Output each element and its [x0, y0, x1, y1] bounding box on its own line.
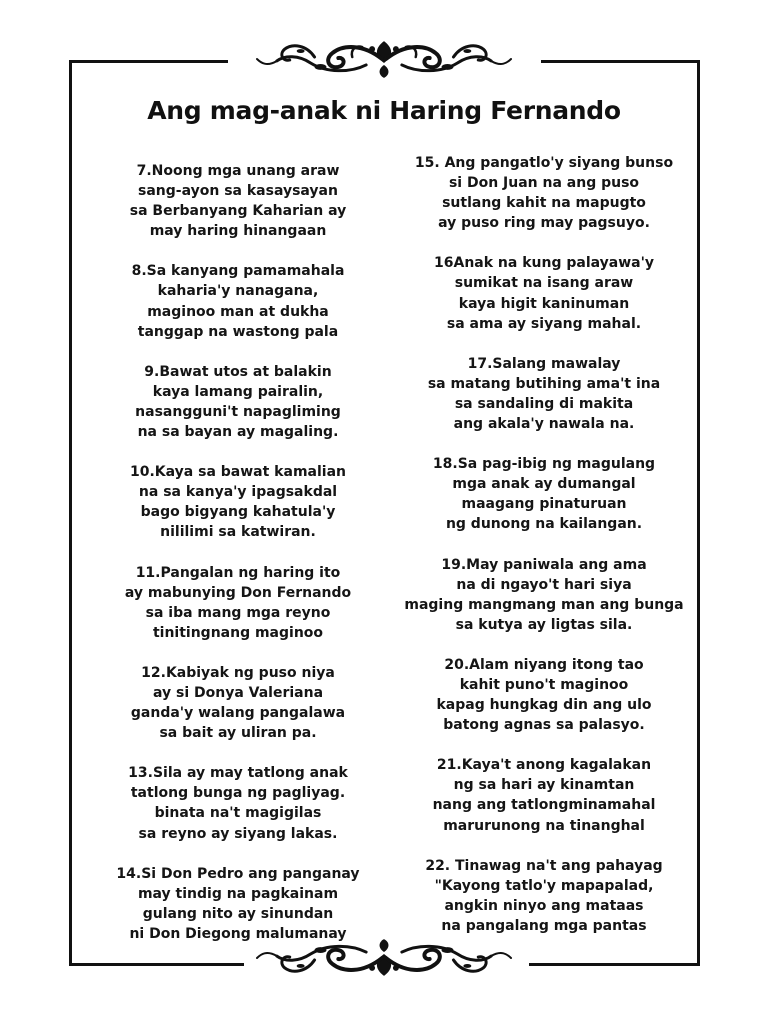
verse-line: kaharia'y nanagana,: [157, 283, 319, 300]
stanza-21: [396, 755, 692, 835]
stanza-15: [396, 153, 692, 233]
frame-left: [69, 60, 72, 966]
verse-line: maagang pinaturuan: [461, 496, 627, 513]
verse-line: ay puso ring may pagsuyo.: [438, 215, 650, 232]
verse-line: 8.Sa kanyang pamamahala: [131, 263, 345, 280]
verse-line: angkin ninyo ang mataas: [444, 897, 644, 914]
stanza-22: [396, 856, 692, 936]
verse-line: kapag hungkag din ang ulo: [436, 697, 652, 714]
page-title: Ang mag-anak ni Haring Fernando: [147, 96, 621, 125]
poem-column-right: [396, 153, 692, 956]
verse-line: kahit puno't maginoo: [459, 676, 629, 693]
verse-line: ay mabunying Don Fernando: [124, 584, 352, 601]
verse-line: 12.Kabiyak ng puso niya: [141, 664, 335, 681]
verse-line: ay si Donya Valeriana: [152, 684, 324, 701]
frame-right: [697, 60, 700, 966]
verse-line: 18.Sa pag-ibig ng magulang: [432, 456, 656, 473]
stanza-8: [78, 261, 398, 341]
verse-line: marurunong na tinanghal: [443, 817, 645, 834]
verse-line: 21.Kaya't anong kagalakan: [436, 757, 652, 774]
verse-line: sa kutya ay ligtas sila.: [455, 616, 633, 633]
verse-line: sa sandaling di makita: [454, 395, 634, 412]
verse-line: tinitingnang maginoo: [152, 624, 324, 641]
verse-line: ang akala'y nawala na.: [453, 416, 635, 433]
verse-line: na pangalang mga pantas: [441, 917, 647, 934]
verse-line: sa iba mang mga reyno: [145, 604, 331, 621]
verse-line: 17.Salang mawalay: [467, 355, 621, 372]
verse-line: 16Anak na kung palayawa'y: [434, 255, 654, 272]
flourish-ornament-icon: [255, 938, 513, 980]
verse-line: sumikat na isang araw: [454, 275, 634, 292]
verse-line: ng dunong na kailangan.: [445, 516, 643, 533]
verse-line: si Don Juan na ang puso: [448, 175, 640, 192]
verse-line: 14.Si Don Pedro ang panganay: [116, 865, 360, 882]
poem-column-left: [78, 161, 398, 964]
verse-line: 19.May paniwala ang ama: [441, 556, 647, 573]
verse-line: sa reyno ay siyang lakas.: [138, 825, 338, 842]
verse-line: sa ama ay siyang mahal.: [446, 315, 642, 332]
stanza-13: [78, 763, 398, 843]
verse-line: 11.Pangalan ng haring ito: [135, 564, 341, 581]
verse-line: may tindig na pagkainam: [137, 885, 339, 902]
stanza-16: [396, 253, 692, 333]
stanza-11: [78, 563, 398, 643]
verse-line: nang ang tatlongminamahal: [432, 797, 656, 814]
stanza-7: [78, 161, 398, 241]
stanza-14: [78, 864, 398, 944]
verse-line: 10.Kaya sa bawat kamalian: [130, 464, 346, 481]
verse-line: sutlang kahit na mapugto: [442, 195, 646, 212]
stanza-17: [396, 354, 692, 434]
verse-line: tatlong bunga ng pagliyag.: [130, 785, 346, 802]
verse-line: 22. Tinawag na't ang pahayag: [425, 857, 663, 874]
verse-line: nililimi sa katwiran.: [160, 524, 316, 541]
verse-line: batong agnas sa palasyo.: [443, 717, 645, 734]
stanza-19: [396, 555, 692, 635]
stanza-20: [396, 655, 692, 735]
stanza-9: [78, 362, 398, 442]
verse-line: na sa kanya'y ipagsakdal: [138, 484, 338, 501]
verse-line: nasangguni't napagliming: [135, 403, 341, 420]
verse-line: 13.Sila ay may tatlong anak: [128, 765, 348, 782]
verse-line: ng sa hari ay kinamtan: [453, 777, 635, 794]
verse-line: na sa bayan ay magaling.: [137, 424, 339, 441]
verse-line: sa Berbanyang Kaharian ay: [129, 203, 347, 220]
verse-line: 15. Ang pangatlo'y siyang bunso: [414, 155, 674, 171]
verse-line: "Kayong tatlo'y mapapalad,: [434, 877, 654, 894]
verse-line: binata na't magigilas: [154, 805, 322, 822]
stanza-10: [78, 462, 398, 542]
verse-line: 20.Alam niyang itong tao: [444, 656, 644, 673]
verse-line: tanggap na wastong pala: [137, 323, 339, 340]
verse-line: sang-ayon sa kasaysayan: [138, 183, 338, 200]
verse-line: mga anak ay dumangal: [452, 476, 636, 493]
verse-line: bago bigyang kahatula'y: [140, 504, 336, 521]
verse-line: may haring hinangaan: [149, 223, 327, 240]
verse-line: kaya higit kaninuman: [458, 295, 630, 312]
verse-line: ganda'y walang pangalawa: [130, 705, 346, 722]
flourish-ornament-icon: [255, 37, 513, 79]
verse-line: gulang nito ay sinundan: [142, 905, 334, 922]
verse-line: sa matang butihing ama't ina: [427, 375, 661, 392]
frame-top-right: [541, 60, 700, 63]
verse-line: kaya lamang pairalin,: [152, 383, 324, 400]
frame-bottom-right: [529, 963, 700, 966]
verse-line: 9.Bawat utos at balakin: [144, 363, 332, 380]
verse-line: maging mangmang man ang bunga: [404, 596, 684, 613]
verse-line: 7.Noong mga unang araw: [136, 163, 340, 179]
stanza-12: [78, 663, 398, 743]
verse-line: sa bait ay uliran pa.: [159, 725, 317, 742]
verse-line: ni Don Diegong malumanay: [129, 925, 347, 942]
verse-line: maginoo man at dukha: [147, 303, 329, 320]
stanza-18: [396, 454, 692, 534]
verse-line: na di ngayo't hari siya: [456, 576, 632, 593]
frame-top-left: [69, 60, 228, 63]
